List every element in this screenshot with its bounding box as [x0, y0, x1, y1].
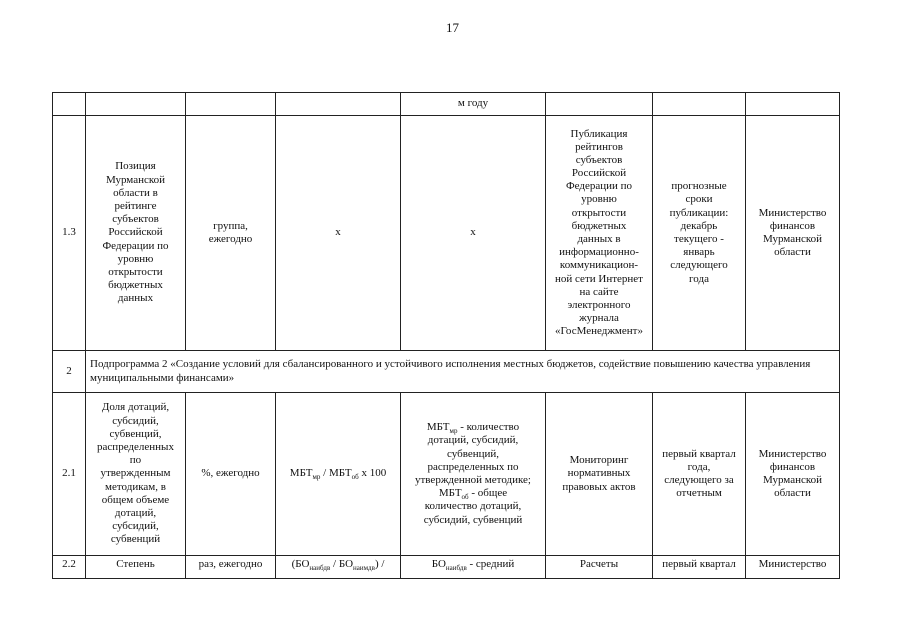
- cell-timing: прогнозные сроки публикации: декабрь текущего - январь следующего года: [653, 116, 746, 351]
- cell-description: м году: [401, 93, 546, 116]
- cell-name: Степень: [86, 556, 186, 579]
- cell-unit: %, ежегодно: [186, 393, 276, 556]
- cell-unit: [186, 93, 276, 116]
- cell-source: Расчеты: [546, 556, 653, 579]
- cell-unit: раз, ежегодно: [186, 556, 276, 579]
- cell-description: $БО_{наибдв}$ - средний: [401, 556, 546, 579]
- cell-responsible: Министерство финансов Мурманской области: [746, 393, 840, 556]
- table-row-2-1: [53, 393, 840, 556]
- cell-timing: первый квартал: [653, 556, 746, 579]
- cell-formula: [276, 93, 401, 116]
- cell-description: $МБТ_{мр}$ - количество дотаций, субсидий, субвенций, распределенных по утвержденной методике; $МБТ_{об}$ - общее количество дотаций, субсидий, субвенций: [401, 393, 546, 556]
- indicators-table: [52, 92, 840, 579]
- cell-formula: $МБТ_{мр} / МБТ_{об}$ х 100: [276, 393, 401, 556]
- cell-timing: [653, 93, 746, 116]
- cell-unit: группа, ежегодно: [186, 116, 276, 351]
- table-row-continuation: [53, 93, 840, 116]
- table-row-1-3: [53, 116, 840, 351]
- cell-num: 2.1: [53, 393, 86, 556]
- cell-responsible: [746, 93, 840, 116]
- cell-num: [53, 93, 86, 116]
- page-number: 17: [446, 20, 459, 35]
- table-row-2-2: [53, 556, 840, 579]
- cell-formula: $(БО_{наибдв} / БО_{наимдв})$ /: [276, 556, 401, 579]
- cell-name: [86, 93, 186, 116]
- table-row-subprogram-2: [53, 351, 840, 393]
- cell-description: x: [401, 116, 546, 351]
- cell-num: 2: [53, 351, 86, 393]
- cell-num: 2.2: [53, 556, 86, 579]
- cell-timing: первый квартал года, следующего за отчетным: [653, 393, 746, 556]
- cell-name: Доля дотаций, субсидий, субвенций, распределенных по утвержденным методикам, в общем объеме дотаций, субсидий, субвенций: [86, 393, 186, 556]
- cell-formula: x: [276, 116, 401, 351]
- cell-responsible: Министерство финансов Мурманской области: [746, 116, 840, 351]
- subprogram-title: Подпрограмма 2 «Создание условий для сбалансированного и устойчивого исполнения местных бюджетов, содействие повышению качества управления муниципальными финансами»: [86, 351, 840, 393]
- cell-name: Позиция Мурманской области в рейтинге субъектов Российской Федерации по уровню открытости бюджетных данных: [86, 116, 186, 351]
- cell-num: 1.3: [53, 116, 86, 351]
- cell-source: Мониторинг нормативных правовых актов: [546, 393, 653, 556]
- cell-source: Публикация рейтингов субъектов Российской Федерации по уровню открытости бюджетных данных в информационно- коммуникацион- ной сети Интернет на сайте электронного журнала «ГосМенеджмент»: [546, 116, 653, 351]
- cell-responsible: Министерство: [746, 556, 840, 579]
- cell-source: [546, 93, 653, 116]
